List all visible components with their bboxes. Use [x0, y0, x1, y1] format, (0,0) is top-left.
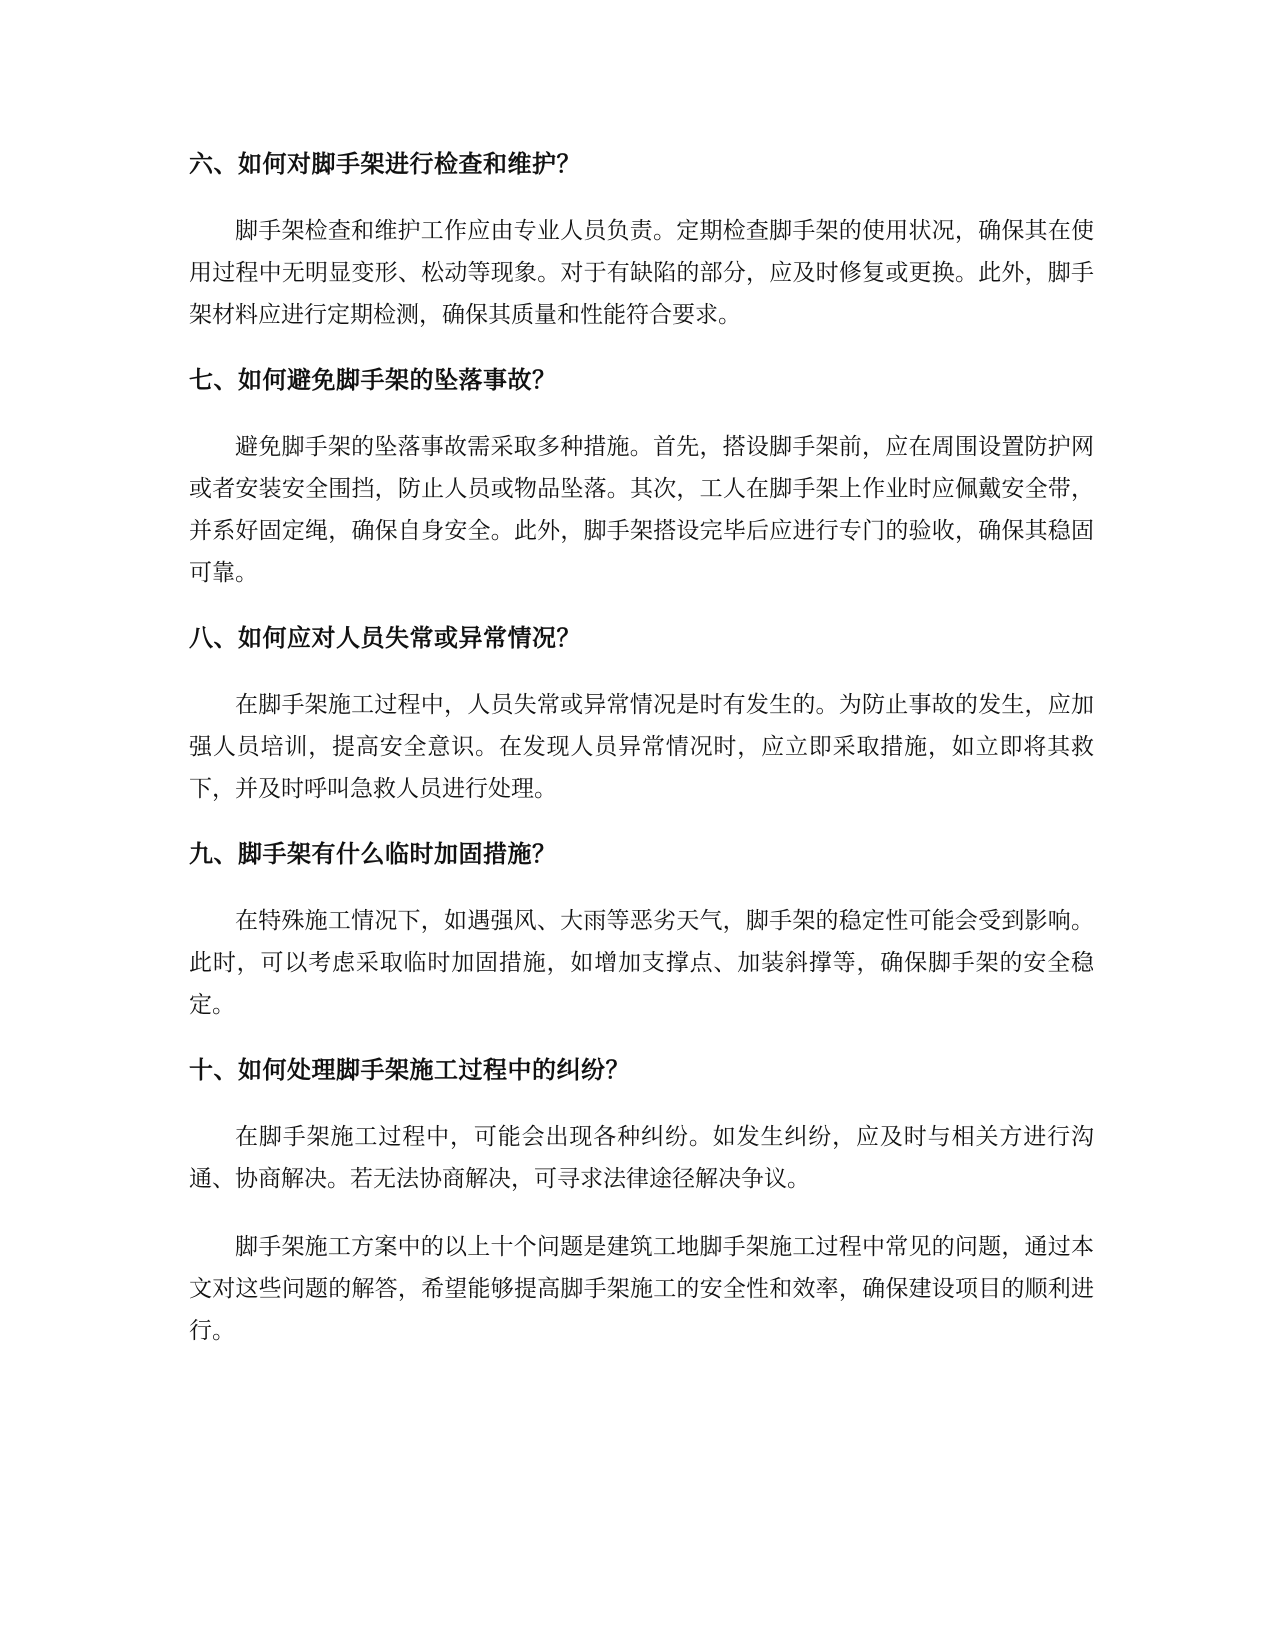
- conclusion-paragraph: 脚手架施工方案中的以上十个问题是建筑工地脚手架施工过程中常见的问题，通过本文对这些问题的解答，希望能够提高脚手架施工的安全性和效率，确保建设项目的顺利进行。: [189, 1234, 1094, 1344]
- section-10-body: 在脚手架施工过程中，可能会出现各种纠纷。如发生纠纷，应及时与相关方进行沟通、协商解决。若无法协商解决，可寻求法律途径解决争议。: [189, 1124, 1094, 1192]
- section-8-title: 八、如何应对人员失常或异常情况？: [189, 624, 581, 652]
- section-7-title: 七、如何避免脚手架的坠落事故？: [189, 366, 557, 394]
- section-6-title: 六、如何对脚手架进行检查和维护？: [189, 150, 581, 178]
- section-9-title: 九、脚手架有什么临时加固措施？: [189, 840, 557, 868]
- section-7-body: 避免脚手架的坠落事故需采取多种措施。首先，搭设脚手架前，应在周围设置防护网或者安装安全围挡，防止人员或物品坠落。其次，工人在脚手架上作业时应佩戴安全带，并系好固定绳，确保自身安全。此外，脚手架搭设完毕后应进行专门的验收，确保其稳固可靠。: [189, 434, 1094, 586]
- section-8-body: 在脚手架施工过程中，人员失常或异常情况是时有发生的。为防止事故的发生，应加强人员培训，提高安全意识。在发现人员异常情况时，应立即采取措施，如立即将其救下，并及时呼叫急救人员进行处理。: [189, 692, 1094, 802]
- section-6-body: 脚手架检查和维护工作应由专业人员负责。定期检查脚手架的使用状况，确保其在使用过程中无明显变形、松动等现象。对于有缺陷的部分，应及时修复或更换。此外，脚手架材料应进行定期检测，确保其质量和性能符合要求。: [189, 218, 1094, 328]
- section-10-title: 十、如何处理脚手架施工过程中的纠纷？: [189, 1056, 630, 1084]
- document-content: [189, 148, 1094, 1352]
- section-9-body: 在特殊施工情况下，如遇强风、大雨等恶劣天气，脚手架的稳定性可能会受到影响。此时，可以考虑采取临时加固措施，如增加支撑点、加装斜撑等，确保脚手架的安全稳定。: [189, 908, 1094, 1018]
